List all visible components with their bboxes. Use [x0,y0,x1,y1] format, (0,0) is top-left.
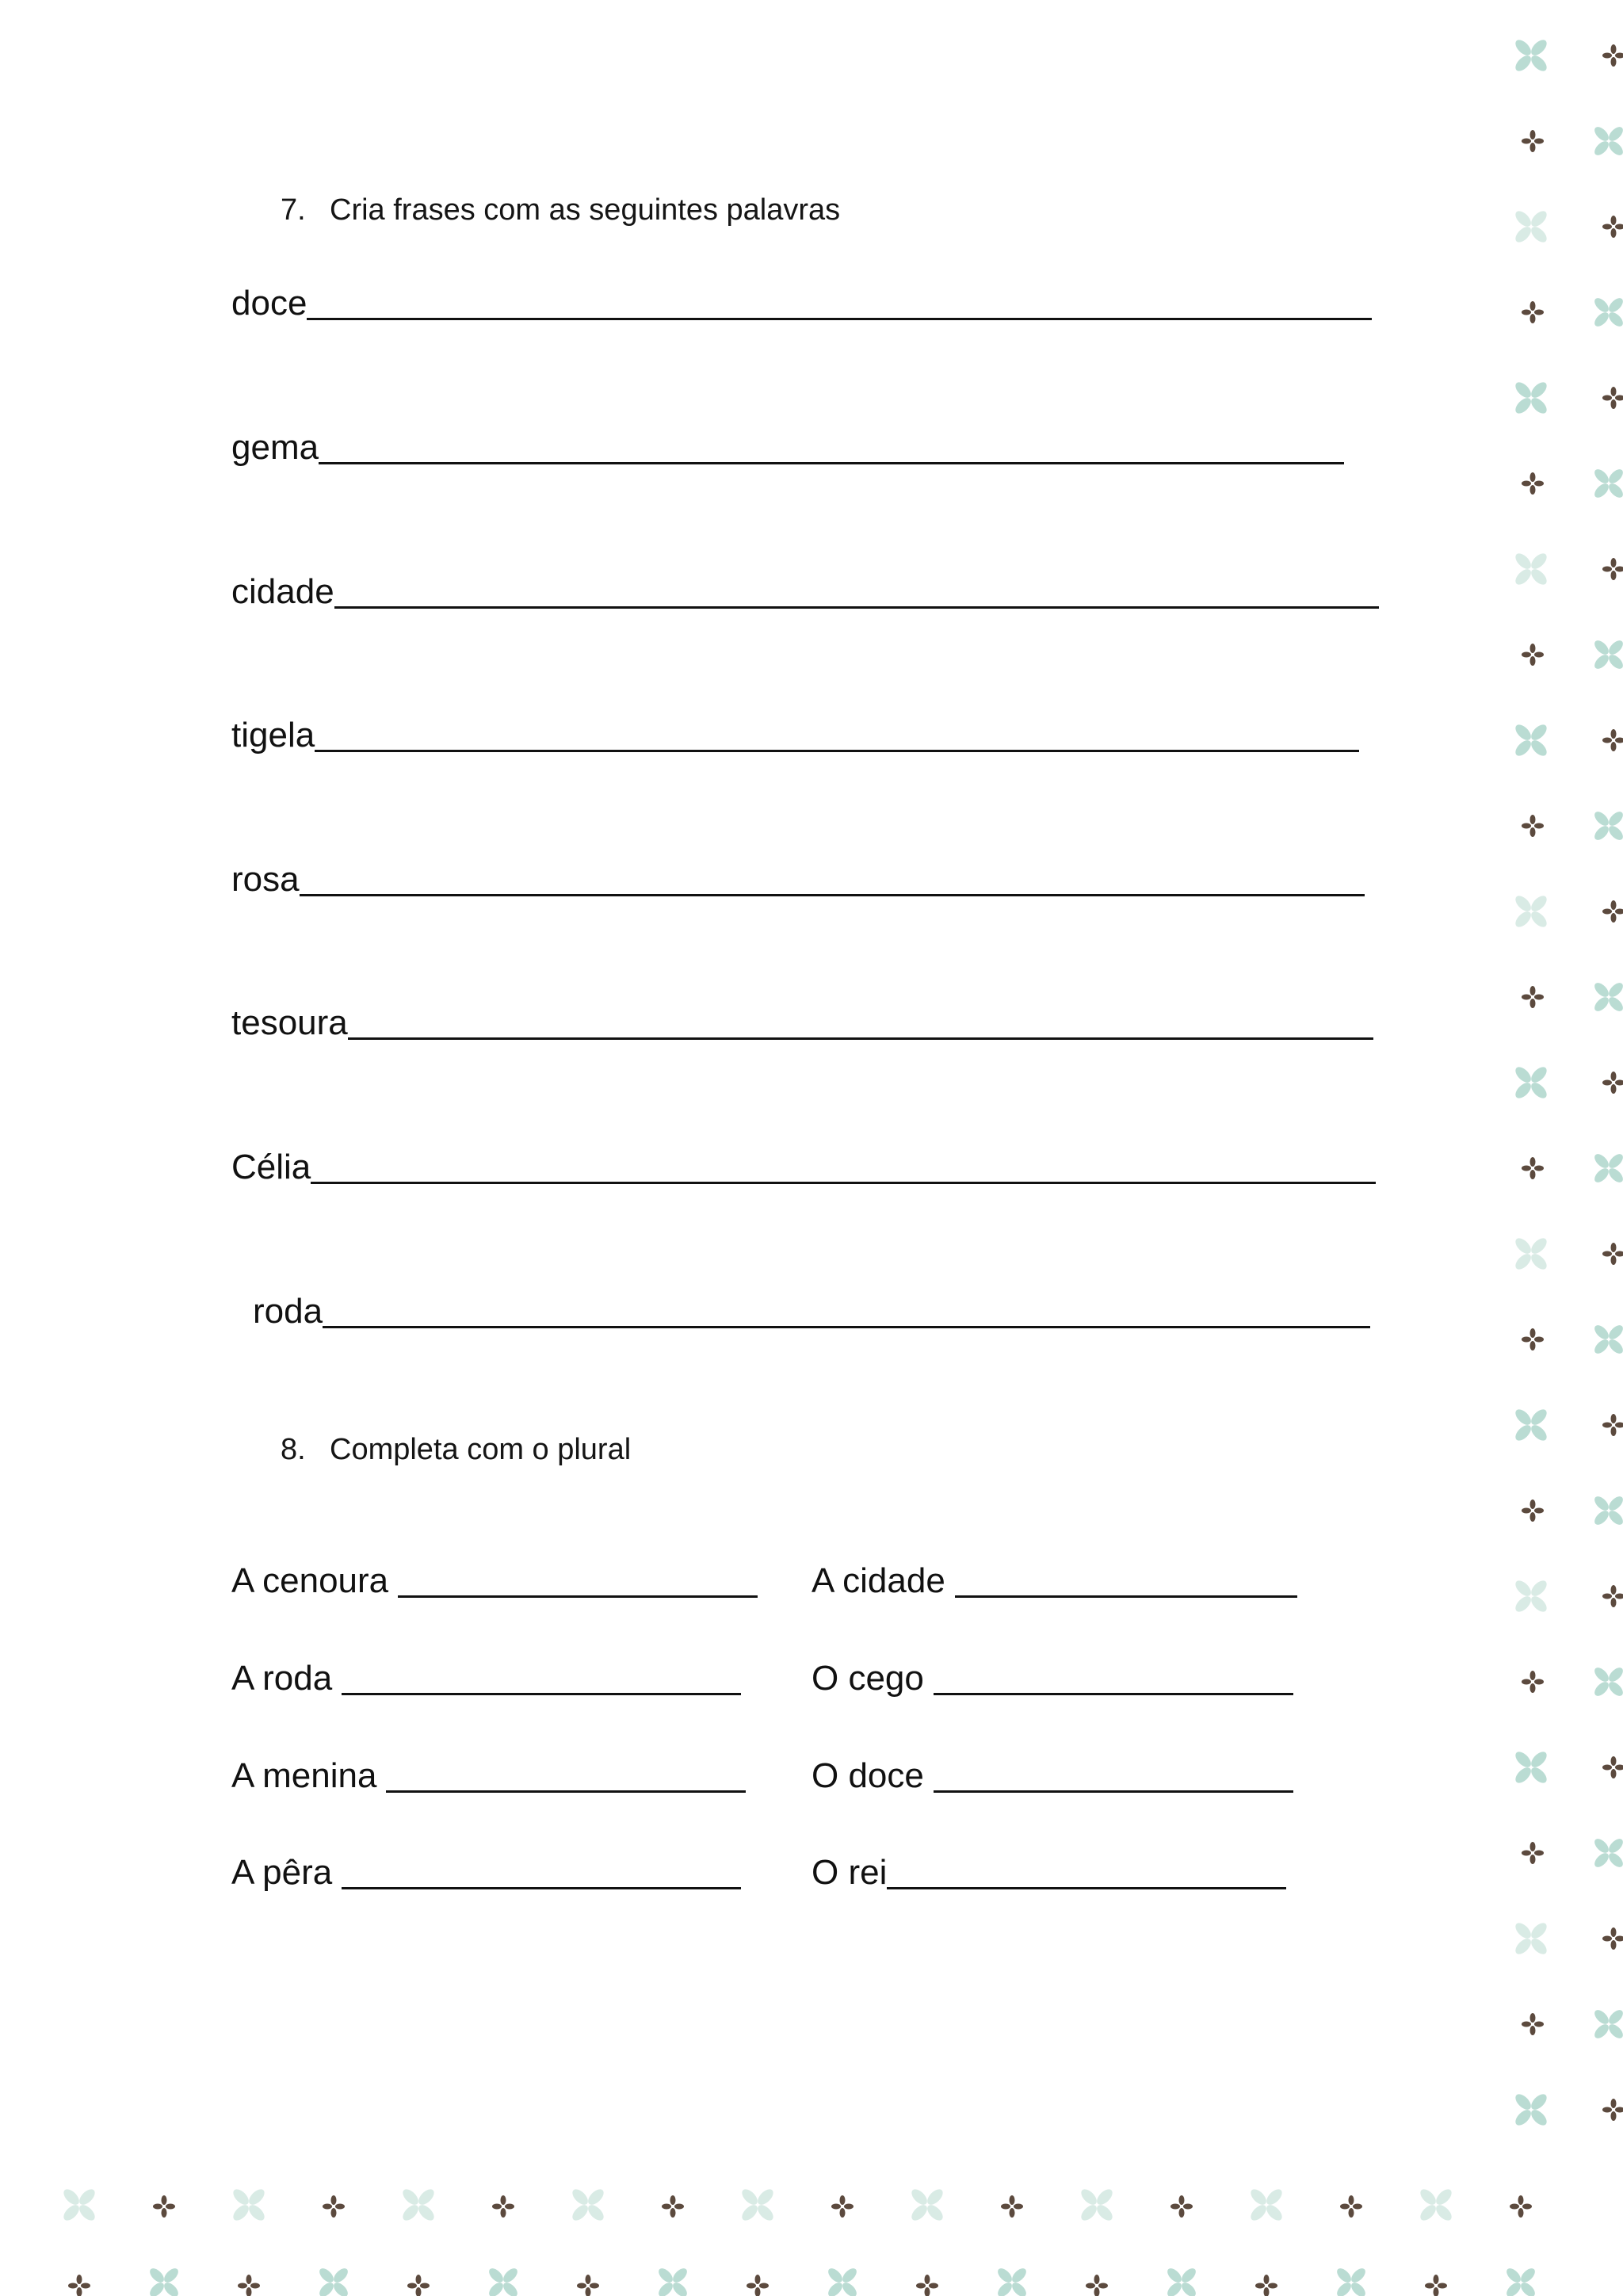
four-petal-flower-icon [1522,1499,1544,1522]
leaf-cross-icon [1513,2092,1549,2128]
four-petal-flower-icon [323,2195,345,2218]
four-petal-flower-icon [1522,2013,1544,2035]
leaf-cross-icon [1513,1407,1549,1443]
leaf-cross-icon [1592,296,1623,329]
four-petal-flower-icon [1602,1756,1623,1778]
sentence-word: gema [231,428,319,467]
four-petal-flower-icon [1602,900,1623,923]
plural-blank[interactable] [955,1564,1297,1598]
sentence-word: cidade [231,572,334,611]
four-petal-flower-icon [1170,2195,1193,2218]
four-petal-flower-icon [1522,472,1544,495]
sentence-line-tesoura [231,1002,1373,1045]
leaf-cross-icon [1513,1749,1549,1786]
plural-blank[interactable] [386,1759,746,1793]
four-petal-flower-icon [1522,815,1544,837]
leaf-cross-icon [147,2266,181,2296]
leaf-cross-icon [826,2266,859,2296]
sentence-line-tigela [231,714,1359,757]
plural-left-0 [231,1560,758,1603]
four-petal-flower-icon [1522,644,1544,666]
leaf-cross-icon [1513,1236,1549,1272]
plural-word: A cenoura [231,1561,389,1600]
leaf-cross-icon [1592,1323,1623,1356]
sentence-line-doce [231,282,1372,325]
leaf-cross-icon [995,2266,1029,2296]
leaf-cross-icon [1592,809,1623,842]
sentence-word: rosa [231,860,300,899]
four-petal-flower-icon [1522,1157,1544,1179]
section-7-heading [281,193,840,227]
leaf-cross-icon [487,2266,520,2296]
four-petal-flower-icon [1602,1585,1623,1607]
four-petal-flower-icon [1602,2099,1623,2121]
four-petal-flower-icon [747,2275,769,2296]
plural-word: O rei [812,1853,888,1892]
four-petal-flower-icon [577,2275,599,2296]
sentence-blank[interactable] [319,430,1344,464]
leaf-cross-icon [1592,980,1623,1014]
section-8-heading [281,1433,631,1467]
sentence-word: tesoura [231,1003,348,1042]
plural-word: A roda [231,1659,333,1698]
leaf-cross-icon [1592,1152,1623,1185]
leaf-cross-icon [656,2266,689,2296]
leaf-cross-icon [1248,2187,1285,2223]
leaf-cross-icon [317,2266,350,2296]
sentence-word: tigela [231,716,315,755]
leaf-cross-icon [1335,2266,1368,2296]
plural-word: O cego [812,1659,924,1698]
leaf-cross-icon [1513,1920,1549,1957]
sentence-line-gema [231,426,1344,469]
leaf-cross-icon [1592,2008,1623,2041]
leaf-cross-icon [1504,2266,1537,2296]
four-petal-flower-icon [1001,2195,1023,2218]
sentence-line-rosa [231,858,1365,901]
sentence-blank[interactable] [315,718,1359,752]
sentence-blank[interactable] [311,1150,1376,1184]
sentence-word: Célia [231,1148,311,1186]
sentence-line-celia [231,1146,1376,1189]
sentence-blank[interactable] [323,1294,1370,1328]
plural-right-2 [812,1755,1293,1797]
four-petal-flower-icon [1602,1927,1623,1950]
leaf-cross-icon [1513,893,1549,930]
sentence-blank[interactable] [334,575,1379,609]
leaf-cross-icon [61,2187,97,2223]
section-7-title: Cria frases com as seguintes palavras [330,193,841,227]
plural-blank[interactable] [342,1661,741,1695]
sentence-word: roda [253,1292,323,1331]
sentence-line-cidade [231,571,1379,613]
section-8-number: 8. [281,1433,306,1466]
four-petal-flower-icon [1602,1072,1623,1094]
four-petal-flower-icon [1602,387,1623,409]
leaf-cross-icon [1592,1494,1623,1527]
leaf-cross-icon [1513,1578,1549,1614]
leaf-cross-icon [1592,638,1623,671]
plural-right-3 [812,1851,1286,1894]
four-petal-flower-icon [1602,558,1623,580]
four-petal-flower-icon [1340,2195,1362,2218]
leaf-cross-icon [909,2187,945,2223]
four-petal-flower-icon [1425,2275,1447,2296]
four-petal-flower-icon [1522,1328,1544,1350]
leaf-cross-icon [1513,208,1549,245]
plural-blank[interactable] [934,1661,1293,1695]
four-petal-flower-icon [1602,216,1623,238]
leaf-cross-icon [1513,1064,1549,1101]
plural-blank[interactable] [887,1855,1286,1889]
plural-right-1 [812,1657,1293,1700]
plural-left-3 [231,1851,741,1894]
leaf-cross-icon [1592,124,1623,158]
four-petal-flower-icon [68,2275,90,2296]
sentence-word: doce [231,284,307,323]
plural-blank[interactable] [934,1759,1293,1793]
leaf-cross-icon [1418,2187,1454,2223]
sentence-line-roda [253,1290,1370,1333]
four-petal-flower-icon [1602,1414,1623,1436]
leaf-cross-icon [1592,467,1623,500]
four-petal-flower-icon [153,2195,175,2218]
four-petal-flower-icon [238,2275,260,2296]
plural-word: A pêra [231,1853,333,1892]
leaf-cross-icon [1513,722,1549,758]
leaf-cross-icon [570,2187,606,2223]
four-petal-flower-icon [407,2275,430,2296]
four-petal-flower-icon [1602,44,1623,67]
leaf-cross-icon [1513,380,1549,416]
plural-right-0 [812,1560,1297,1603]
section-8-title: Completa com o plural [330,1433,632,1466]
leaf-cross-icon [231,2187,267,2223]
section-7-number: 7. [281,193,306,227]
four-petal-flower-icon [916,2275,938,2296]
plural-word: A menina [231,1756,377,1795]
sentence-blank[interactable] [300,862,1365,896]
plural-left-2 [231,1755,746,1797]
plural-blank[interactable] [398,1564,758,1598]
four-petal-flower-icon [1522,1842,1544,1864]
leaf-cross-icon [739,2187,776,2223]
sentence-blank[interactable] [307,286,1372,320]
four-petal-flower-icon [1522,130,1544,152]
leaf-cross-icon [1165,2266,1198,2296]
leaf-cross-icon [1513,37,1549,74]
leaf-cross-icon [1513,551,1549,587]
four-petal-flower-icon [1510,2195,1532,2218]
sentence-blank[interactable] [348,1006,1373,1040]
four-petal-flower-icon [831,2195,854,2218]
leaf-cross-icon [1592,1836,1623,1870]
four-petal-flower-icon [1522,1671,1544,1693]
leaf-cross-icon [1079,2187,1115,2223]
four-petal-flower-icon [1602,729,1623,751]
plural-word: O doce [812,1756,924,1795]
plural-blank[interactable] [342,1855,741,1889]
leaf-cross-icon [1592,1665,1623,1698]
four-petal-flower-icon [1522,301,1544,323]
four-petal-flower-icon [1086,2275,1108,2296]
four-petal-flower-icon [1522,986,1544,1008]
plural-left-1 [231,1657,741,1700]
four-petal-flower-icon [492,2195,514,2218]
four-petal-flower-icon [662,2195,684,2218]
leaf-cross-icon [400,2187,437,2223]
four-petal-flower-icon [1255,2275,1277,2296]
plural-word: A cidade [812,1561,945,1600]
four-petal-flower-icon [1602,1243,1623,1265]
